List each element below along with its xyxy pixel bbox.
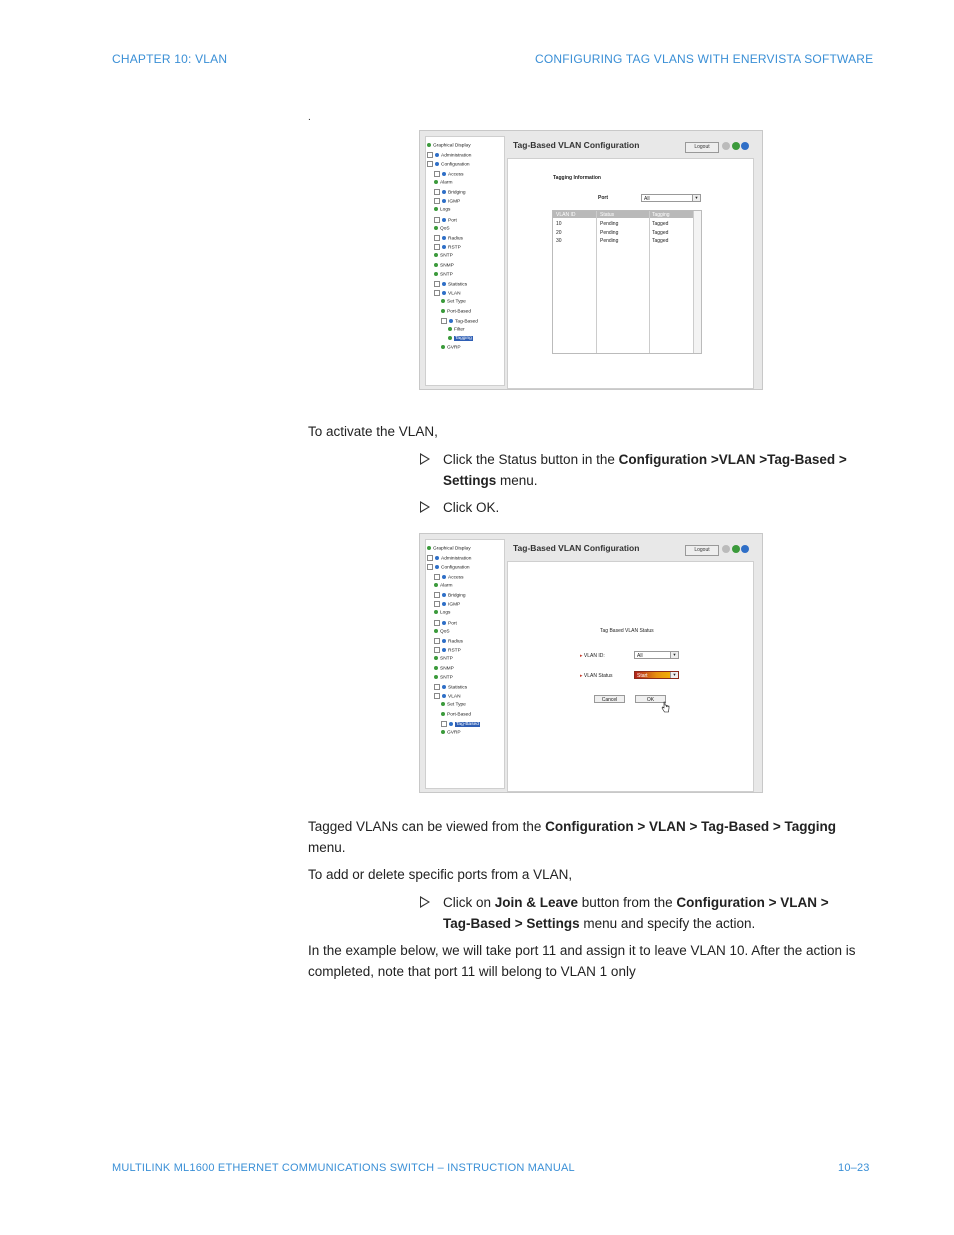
tree-item-label: SNTP: [440, 675, 453, 681]
tree-item-label: Port-Based: [447, 308, 471, 314]
vlan-status-value: Start: [637, 673, 648, 679]
chevron-down-icon: ▼: [692, 195, 700, 201]
tree-item[interactable]: [434, 180, 453, 186]
node-icon: [442, 639, 446, 643]
tree-item-label: Configuration: [441, 162, 470, 168]
tree-item-label: SNMP: [440, 665, 454, 671]
tagging-screenshot: [419, 130, 763, 390]
tree-item-label: Filter: [454, 327, 465, 333]
expand-icon[interactable]: [441, 721, 447, 727]
expand-icon[interactable]: [434, 189, 440, 195]
node-icon: [442, 245, 446, 249]
cancel-button[interactable]: Cancel: [594, 695, 625, 703]
manual-footer: MULTILINK ML1600 ETHERNET COMMUNICATIONS SWITCH – INSTRUCTION MANUAL: [112, 1162, 575, 1174]
tree-item-label: SNTP: [440, 656, 453, 662]
node-icon: [442, 593, 446, 597]
port-label: Port: [598, 195, 608, 201]
tree-item[interactable]: [434, 638, 463, 645]
section-title: Tagging Information: [553, 175, 601, 181]
tree-item-label: Logs: [440, 207, 451, 213]
node-icon: [442, 218, 446, 222]
node-icon: [427, 143, 431, 147]
port-select-value: All: [644, 196, 650, 202]
stray-mark: .: [308, 112, 311, 123]
tree-item-label: Statistics: [448, 685, 468, 691]
help-icon[interactable]: [722, 545, 730, 553]
node-icon: [449, 722, 453, 726]
node-icon: [449, 319, 453, 323]
vlan-id-select[interactable]: [634, 651, 679, 659]
tree-item[interactable]: [434, 592, 466, 599]
table-cell: 20: [556, 229, 562, 236]
node-icon: [442, 694, 446, 698]
expand-icon[interactable]: [434, 601, 440, 607]
table-scrollbar[interactable]: [693, 211, 701, 353]
panel-title: Tag-Based VLAN Configuration: [513, 140, 640, 150]
expand-icon[interactable]: [434, 592, 440, 598]
tree-item-label: SNTP: [440, 253, 453, 259]
tree-item[interactable]: [434, 574, 463, 581]
node-icon: [434, 629, 438, 633]
table-cell: Pending: [600, 229, 619, 236]
node-icon: [442, 602, 446, 606]
node-icon: [434, 675, 438, 679]
node-icon: [442, 291, 446, 295]
expand-icon[interactable]: [434, 693, 440, 699]
vlan-id-value: All: [637, 653, 643, 659]
tree-item[interactable]: [434, 217, 457, 224]
chevron-down-icon: ▼: [670, 652, 678, 658]
tree-item-label: Tagging: [455, 336, 472, 342]
tree-item[interactable]: [427, 143, 471, 149]
node-icon: [448, 327, 452, 331]
tree-item-label: GVRP: [447, 730, 461, 736]
table-cell: Pending: [600, 238, 619, 244]
tree-item[interactable]: [448, 336, 473, 342]
tree-item[interactable]: [434, 601, 460, 608]
tree-item[interactable]: [434, 656, 453, 662]
tree-item[interactable]: [434, 629, 450, 635]
expand-icon[interactable]: [434, 217, 440, 223]
tree-item-label: SNTP: [440, 272, 453, 278]
tree-item-label: Set Type: [447, 299, 466, 305]
tree-item[interactable]: [434, 226, 450, 232]
paragraph-tagged: Tagged VLANs can be viewed from the Configuration > VLAN > Tag-Based > Tagging menu.: [308, 819, 837, 855]
bullet-triangle-icon: [420, 896, 430, 908]
vlan-table: [552, 210, 702, 354]
content-panel: [507, 561, 754, 792]
node-icon: [434, 207, 438, 211]
col-vlan-id: VLAN ID: [556, 212, 576, 218]
tree-item-label: Graphical Display: [433, 546, 471, 552]
tree-item-label: IGMP: [448, 602, 461, 608]
node-icon: [435, 556, 439, 560]
node-icon: [442, 648, 446, 652]
tree-item[interactable]: [427, 161, 470, 168]
node-icon: [434, 666, 438, 670]
page-number: 10–23: [838, 1162, 870, 1174]
node-icon: [441, 309, 445, 313]
node-icon: [442, 621, 446, 625]
node-icon: [434, 656, 438, 660]
tree-item-label: Graphical Display: [433, 143, 471, 149]
expand-icon[interactable]: [427, 152, 433, 158]
tree-item-label: Bridging: [448, 593, 466, 599]
tree-item-label: Radius: [448, 639, 463, 645]
tree-item-label: IGMP: [448, 199, 461, 205]
refresh-icon[interactable]: [732, 142, 740, 150]
tree-item[interactable]: [434, 171, 463, 178]
tree-item[interactable]: [427, 546, 471, 552]
paragraph-activate: To activate the VLAN,: [308, 424, 438, 439]
tree-item[interactable]: [434, 272, 453, 278]
node-icon: [441, 702, 445, 706]
node-icon: [441, 712, 445, 716]
chevron-down-icon: ▼: [670, 672, 678, 678]
tree-item-label: Alarm: [440, 180, 453, 186]
expand-icon[interactable]: [434, 684, 440, 690]
node-icon: [442, 282, 446, 286]
table-cell: 30: [556, 238, 562, 244]
node-icon: [448, 336, 452, 340]
tree-item[interactable]: [434, 583, 453, 589]
tree-item[interactable]: [441, 318, 478, 325]
bullet-triangle-icon: [420, 501, 430, 513]
info-icon[interactable]: [741, 142, 749, 150]
status-section-title: Tag Based VLAN Status: [600, 628, 654, 634]
tree-item[interactable]: [427, 555, 471, 562]
node-icon: [434, 610, 438, 614]
tree-item[interactable]: [434, 620, 457, 627]
vlan-id-label: ▸ VLAN ID:: [580, 653, 605, 659]
tree-item-label: GVRP: [447, 345, 461, 351]
node-icon: [442, 575, 446, 579]
bullet-ok: Click OK.: [420, 498, 870, 519]
node-icon: [434, 226, 438, 230]
table-cell: Tagged: [652, 221, 669, 227]
node-icon: [441, 345, 445, 349]
table-cell: 10: [556, 221, 562, 227]
tree-item-label: Port-Based: [447, 711, 471, 717]
tree-item-label: Port: [448, 620, 457, 626]
col-tagging: Tagging: [652, 212, 670, 218]
col-status: Status: [600, 212, 615, 218]
tree-item-label: QoS: [440, 629, 450, 635]
node-icon: [435, 565, 439, 569]
bullet-triangle-icon: [420, 453, 430, 465]
node-icon: [434, 272, 438, 276]
expand-icon[interactable]: [434, 198, 440, 204]
node-icon: [434, 583, 438, 587]
tree-item-label: Access: [448, 171, 464, 177]
info-icon[interactable]: [741, 545, 749, 553]
section-header: CONFIGURING TAG VLANS WITH ENERVISTA SOFTWARE: [535, 52, 874, 66]
tree-item[interactable]: [434, 263, 454, 269]
tree-item[interactable]: [434, 207, 450, 213]
tree-item[interactable]: [434, 693, 461, 700]
expand-icon[interactable]: [427, 161, 433, 167]
help-icon[interactable]: [722, 142, 730, 150]
tree-item[interactable]: [427, 152, 471, 159]
node-icon: [441, 730, 445, 734]
ok-button[interactable]: OK: [635, 695, 666, 703]
tree-item[interactable]: [441, 299, 466, 305]
tree-item[interactable]: [434, 675, 453, 681]
tree-item-label: VLAN: [448, 694, 461, 700]
node-icon: [434, 180, 438, 184]
tree-item[interactable]: [434, 684, 467, 691]
tree-item[interactable]: [434, 610, 450, 616]
expand-icon[interactable]: [434, 244, 440, 250]
tree-item[interactable]: [434, 253, 453, 259]
tree-item[interactable]: [434, 281, 467, 288]
tree-item-label: QoS: [440, 226, 450, 232]
node-icon: [441, 299, 445, 303]
tree-item[interactable]: [434, 198, 460, 205]
tree-item-label: Alarm: [440, 583, 453, 589]
tree-item-label: RSTP: [448, 245, 461, 251]
tree-item[interactable]: [441, 345, 461, 351]
expand-icon[interactable]: [434, 574, 440, 580]
node-icon: [427, 546, 431, 550]
vlan-status-label: ▸ VLAN Status: [580, 673, 613, 679]
node-icon: [442, 190, 446, 194]
tree-item-label: Configuration: [441, 565, 470, 571]
tree-item-label: Statistics: [448, 282, 468, 288]
expand-icon[interactable]: [434, 638, 440, 644]
table-cell: Tagged: [652, 238, 669, 244]
tree-item[interactable]: [441, 309, 471, 315]
expand-icon[interactable]: [434, 171, 440, 177]
tree-item[interactable]: [434, 244, 461, 251]
expand-icon[interactable]: [427, 564, 433, 570]
expand-icon[interactable]: [427, 555, 433, 561]
tree-item[interactable]: [434, 235, 463, 242]
node-icon: [434, 253, 438, 257]
tree-item-label: SNMP: [440, 262, 454, 268]
tree-item-label: VLAN: [448, 291, 461, 297]
table-cell: Pending: [600, 221, 619, 227]
tree-item-label: Administration: [441, 556, 472, 562]
tree-item-label: Tag-Based: [455, 319, 478, 325]
expand-icon[interactable]: [434, 620, 440, 626]
tree-item[interactable]: [427, 564, 470, 571]
logout-button[interactable]: Logout: [685, 545, 719, 556]
bullet-join-leave: Click on Join & Leave button from the Configuration > VLAN > Tag-Based > Settings menu and specify the action.: [420, 893, 870, 934]
tree-item[interactable]: [434, 647, 461, 654]
tree-item[interactable]: [434, 189, 466, 196]
tree-item-label: Access: [448, 574, 464, 580]
node-icon: [442, 199, 446, 203]
tree-item-label: Bridging: [448, 190, 466, 196]
expand-icon[interactable]: [434, 281, 440, 287]
tree-item-label: Administration: [441, 153, 472, 159]
tree-item-label: RSTP: [448, 648, 461, 654]
expand-icon[interactable]: [434, 647, 440, 653]
tree-item[interactable]: [434, 666, 454, 672]
table-cell: Tagged: [652, 229, 669, 236]
tree-item-label: Tag-Based: [456, 722, 479, 728]
hand-cursor-icon: [661, 701, 670, 713]
bullet-status: Click the Status button in the Configuration >VLAN >Tag-Based > Settings menu.: [420, 450, 870, 491]
expand-icon[interactable]: [434, 290, 440, 296]
tree-item[interactable]: [434, 290, 461, 297]
logout-button[interactable]: Logout: [685, 142, 719, 153]
expand-icon[interactable]: [434, 235, 440, 241]
node-icon: [442, 172, 446, 176]
tree-item[interactable]: [441, 712, 471, 718]
node-icon: [434, 263, 438, 267]
tree-item[interactable]: [441, 730, 461, 736]
chapter-header: CHAPTER 10: VLAN: [112, 52, 228, 66]
refresh-icon[interactable]: [732, 545, 740, 553]
port-select[interactable]: [641, 194, 701, 202]
tree-item-label: Port: [448, 217, 457, 223]
status-screenshot: [419, 533, 763, 793]
tree-item[interactable]: [441, 702, 466, 708]
tree-item-label: Radius: [448, 236, 463, 242]
tree-item[interactable]: [441, 721, 480, 728]
paragraph-add-delete: To add or delete specific ports from a VLAN,: [308, 867, 573, 882]
expand-icon[interactable]: [441, 318, 447, 324]
node-icon: [435, 153, 439, 157]
panel-title: Tag-Based VLAN Configuration: [513, 543, 640, 553]
tree-item-label: Logs: [440, 610, 451, 616]
tree-item-label: Set Type: [447, 702, 466, 708]
vlan-status-select[interactable]: [634, 671, 679, 679]
node-icon: [442, 236, 446, 240]
node-icon: [435, 162, 439, 166]
paragraph-example: In the example below, we will take port 11 and assign it to leave VLAN 10. After the action is completed, note that port 11 will belong to VLAN 1 only: [308, 943, 856, 979]
tree-item[interactable]: [448, 327, 465, 333]
node-icon: [442, 685, 446, 689]
